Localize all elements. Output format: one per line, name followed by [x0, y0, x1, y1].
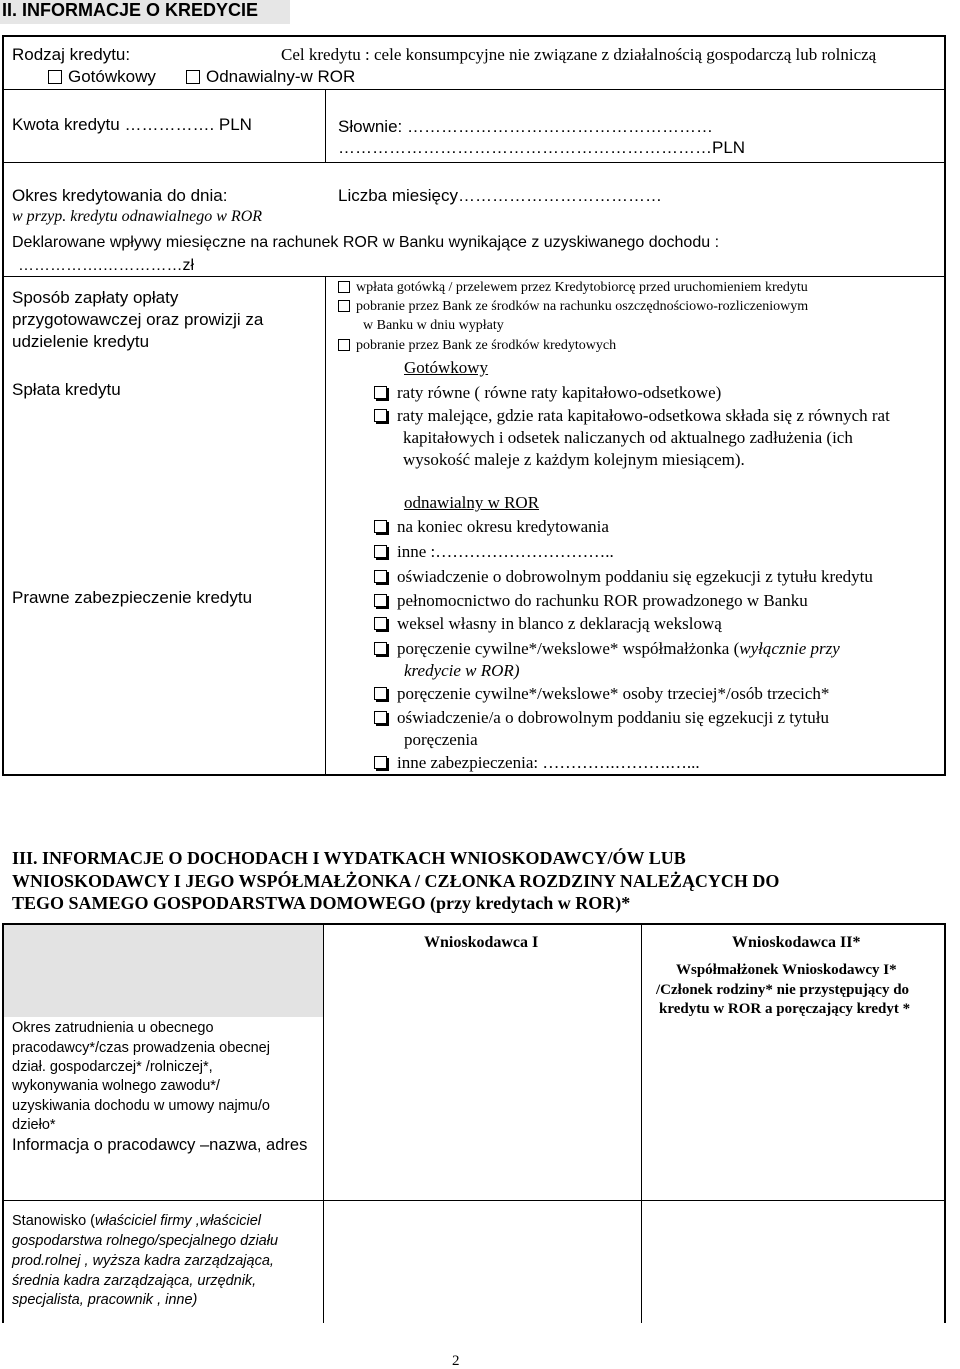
odnawialny-heading: odnawialny w ROR: [404, 493, 540, 512]
row-divider: [2, 1200, 946, 1201]
checkbox-icon[interactable]: [374, 520, 387, 533]
col-header-wnioskodawca-2-sub: Współmałżonek Wnioskodawcy I*: [676, 962, 897, 978]
col-header-wnioskodawca-2-sub-3: kredytu w ROR a poręczający kredyt *: [659, 1001, 911, 1017]
rodzaj-kredytu-label: Rodzaj kredytu:: [12, 45, 131, 64]
zabezp-option-oswiadczenie-poreczenia[interactable]: oświadczenie/a o dobrowolnym poddaniu się egzekucji z tytułu: [374, 708, 829, 728]
table-border-top: [2, 923, 946, 925]
checkbox-icon[interactable]: [374, 687, 387, 700]
deklarowane-wplywy-label: Deklarowane wpływy miesięczne na rachunek ROR w Banku wynikające z uzyskiwanego dochodu :: [12, 234, 720, 251]
row-stanowisko-label-2: gospodarstwa rolnego/specjalnego działu: [12, 1233, 279, 1249]
deklarowane-wplywy-field[interactable]: …………….……………zł: [18, 257, 194, 274]
section-3-title-line3: TEGO SAMEGO GOSPODARSTWA DOMOWEGO (przy kredytach w ROR)*: [12, 893, 631, 913]
splata-kredytu-label: Spłata kredytu: [12, 380, 121, 399]
prawne-zabezpieczenie-label: Prawne zabezpieczenie kredytu: [12, 588, 253, 607]
row-okres-zatrudnienia-label-6: dzieło*: [12, 1117, 56, 1133]
checkbox-icon[interactable]: [374, 570, 387, 583]
col-header-wnioskodawca-2-sub-2: /Członek rodziny* nie przystępujący do: [656, 982, 910, 998]
table-border-right: [944, 923, 946, 1323]
sposob-option-pobranie-ror-cont: w Banku w dniu wypłaty: [363, 318, 504, 333]
checkbox-icon[interactable]: [374, 617, 387, 630]
table-border-left: [2, 35, 4, 776]
row-stanowisko-label-3: prod.rolnej , wyższa kadra zarządzająca,: [12, 1253, 274, 1269]
table-border-left: [2, 923, 4, 1323]
section-3-title: III. INFORMACJE O DOCHODACH I WYDATKACH WNIOSKODAWCY/ÓW LUB: [12, 848, 686, 868]
okres-kredytowania-label: Okres kredytowania do dnia:: [12, 186, 228, 205]
sposob-zaplaty-label-3: udzielenie kredytu: [12, 332, 150, 351]
zabezp-option-poreczenie-malzonka[interactable]: poręczenie cywilne*/wekslowe* współmałżonka (wyłącznie przy: [374, 639, 840, 659]
table-header-shading: [3, 924, 323, 1017]
checkbox-icon[interactable]: [374, 756, 387, 769]
checkbox-icon[interactable]: [338, 281, 350, 293]
checkbox-icon[interactable]: [48, 70, 62, 84]
zabezp-option-pelnomocnictwo[interactable]: pełnomocnictwo do rachunku ROR prowadzonego w Banku: [374, 591, 808, 611]
row-stanowisko-label-4: średnia kadra zarządzająca, urzędnik,: [12, 1273, 257, 1289]
column-divider: [325, 89, 326, 162]
column-divider: [641, 923, 642, 1323]
row-okres-zatrudnienia-label-4: wykonywania wolnego zawodu*/: [12, 1078, 220, 1094]
row-informacja-pracodawca-label: Informacja o pracodawcy –nazwa, adres: [12, 1136, 308, 1154]
splata-option-koniec-okresu[interactable]: na koniec okresu kredytowania: [374, 517, 609, 537]
checkbox-icon[interactable]: [374, 594, 387, 607]
zabezp-option-inne[interactable]: inne zabezpieczenia: ………….……….…...: [374, 753, 700, 773]
sposob-option-pobranie-kredyt[interactable]: pobranie przez Bank ze środków kredytowych: [338, 338, 616, 354]
row-okres-zatrudnienia-label-2: pracodawcy*/czas prowadzenia obecnej: [12, 1040, 270, 1056]
row-stanowisko-label: Stanowisko (właściciel firmy ,właściciel: [12, 1213, 261, 1229]
slownie-field[interactable]: Słownie: ………………………………………………: [338, 117, 713, 136]
row-stanowisko-label-5: specjalista, pracownik , inne): [12, 1292, 198, 1308]
checkbox-icon[interactable]: [374, 409, 387, 422]
okres-note: w przyp. kredytu odnawialnego w ROR: [12, 208, 263, 225]
splata-option-raty-malejace-l3: wysokość maleje z każdym kolejnym miesiącem).: [403, 450, 745, 469]
page-number: 2: [452, 1353, 460, 1369]
checkbox-icon[interactable]: [338, 339, 350, 351]
zabezp-option-poreczenie-malzonka-cont: kredycie w ROR): [404, 661, 520, 680]
sposob-zaplaty-label: Sposób zapłaty opłaty: [12, 288, 179, 307]
splata-option-raty-malejace[interactable]: raty malejące, gdzie rata kapitałowo-odsetkowa składa się z równych rat: [374, 406, 890, 426]
zabezp-option-poreczenie-osoby-trzeciej[interactable]: poręczenie cywilne*/wekslowe* osoby trzeciej*/osób trzecich*: [374, 684, 829, 704]
row-divider: [2, 276, 946, 277]
checkbox-icon[interactable]: [374, 545, 387, 558]
checkbox-icon[interactable]: [186, 70, 200, 84]
col-header-wnioskodawca-1: Wnioskodawca I: [424, 934, 539, 951]
column-divider: [325, 276, 326, 774]
option-odnawialny[interactable]: Odnawialny-w ROR: [186, 67, 355, 87]
kwota-kredytu-field[interactable]: Kwota kredytu ……………. PLN: [12, 115, 252, 134]
row-okres-zatrudnienia-label-3: dział. gospodarczej* /rolniczej*,: [12, 1059, 213, 1075]
gotowkowy-heading: Gotówkowy: [404, 358, 489, 377]
row-okres-zatrudnienia-label: Okres zatrudnienia u obecnego: [12, 1020, 214, 1036]
zabezp-option-oswiadczenie[interactable]: oświadczenie o dobrowolnym poddaniu się egzekucji z tytułu kredytu: [374, 567, 873, 587]
row-divider: [2, 89, 946, 90]
section-2-title: II. INFORMACJE O KREDYCIE: [2, 0, 259, 20]
slownie-field-line2[interactable]: …………………………………………………………PLN: [338, 138, 746, 157]
col-header-wnioskodawca-2: Wnioskodawca II*: [732, 934, 861, 951]
checkbox-icon[interactable]: [374, 642, 387, 655]
table-border-bottom: [2, 774, 946, 776]
sposob-zaplaty-label-2: przygotowawczej oraz prowizji za: [12, 310, 264, 329]
splata-option-raty-malejace-l2: kapitałowych i odsetek naliczanych od aktualnego zadłużenia (ich: [403, 428, 853, 447]
zabezp-option-oswiadczenie-poreczenia-cont: poręczenia: [404, 730, 478, 749]
splata-option-inne[interactable]: inne :…………………………..: [374, 542, 614, 562]
checkbox-icon[interactable]: [338, 300, 350, 312]
liczba-miesiecy-field[interactable]: Liczba miesięcy………………………………: [338, 186, 662, 205]
zabezp-option-weksel[interactable]: weksel własny in blanco z deklaracją wekslową: [374, 614, 722, 634]
column-divider: [323, 923, 324, 1323]
table-border-top: [2, 35, 946, 37]
splata-option-raty-rowne[interactable]: raty równe ( równe raty kapitałowo-odsetkowe): [374, 383, 721, 403]
checkbox-icon[interactable]: [374, 386, 387, 399]
option-gotowkowy[interactable]: Gotówkowy: [48, 67, 156, 87]
cel-kredytu-label: Cel kredytu : cele konsumpcyjne nie związane z działalnością gospodarczą lub rolniczą: [281, 45, 877, 64]
sposob-option-wplata[interactable]: wpłata gotówką / przelewem przez Kredytobiorcę przed uruchomieniem kredytu: [338, 280, 808, 296]
checkbox-icon[interactable]: [374, 711, 387, 724]
sposob-option-pobranie-ror[interactable]: pobranie przez Bank ze środków na rachunku oszczędnościowo-rozliczeniowym: [338, 299, 808, 315]
row-okres-zatrudnienia-label-5: uzyskiwania dochodu w umowy najmu/o: [12, 1098, 270, 1114]
table-border-right: [944, 35, 946, 776]
section-3-title-line2: WNIOSKODAWCY I JEGO WSPÓŁMAŁŻONKA / CZŁONKA ROZDZINY NALEŻĄCYCH DO: [12, 871, 780, 891]
row-divider: [2, 162, 946, 163]
